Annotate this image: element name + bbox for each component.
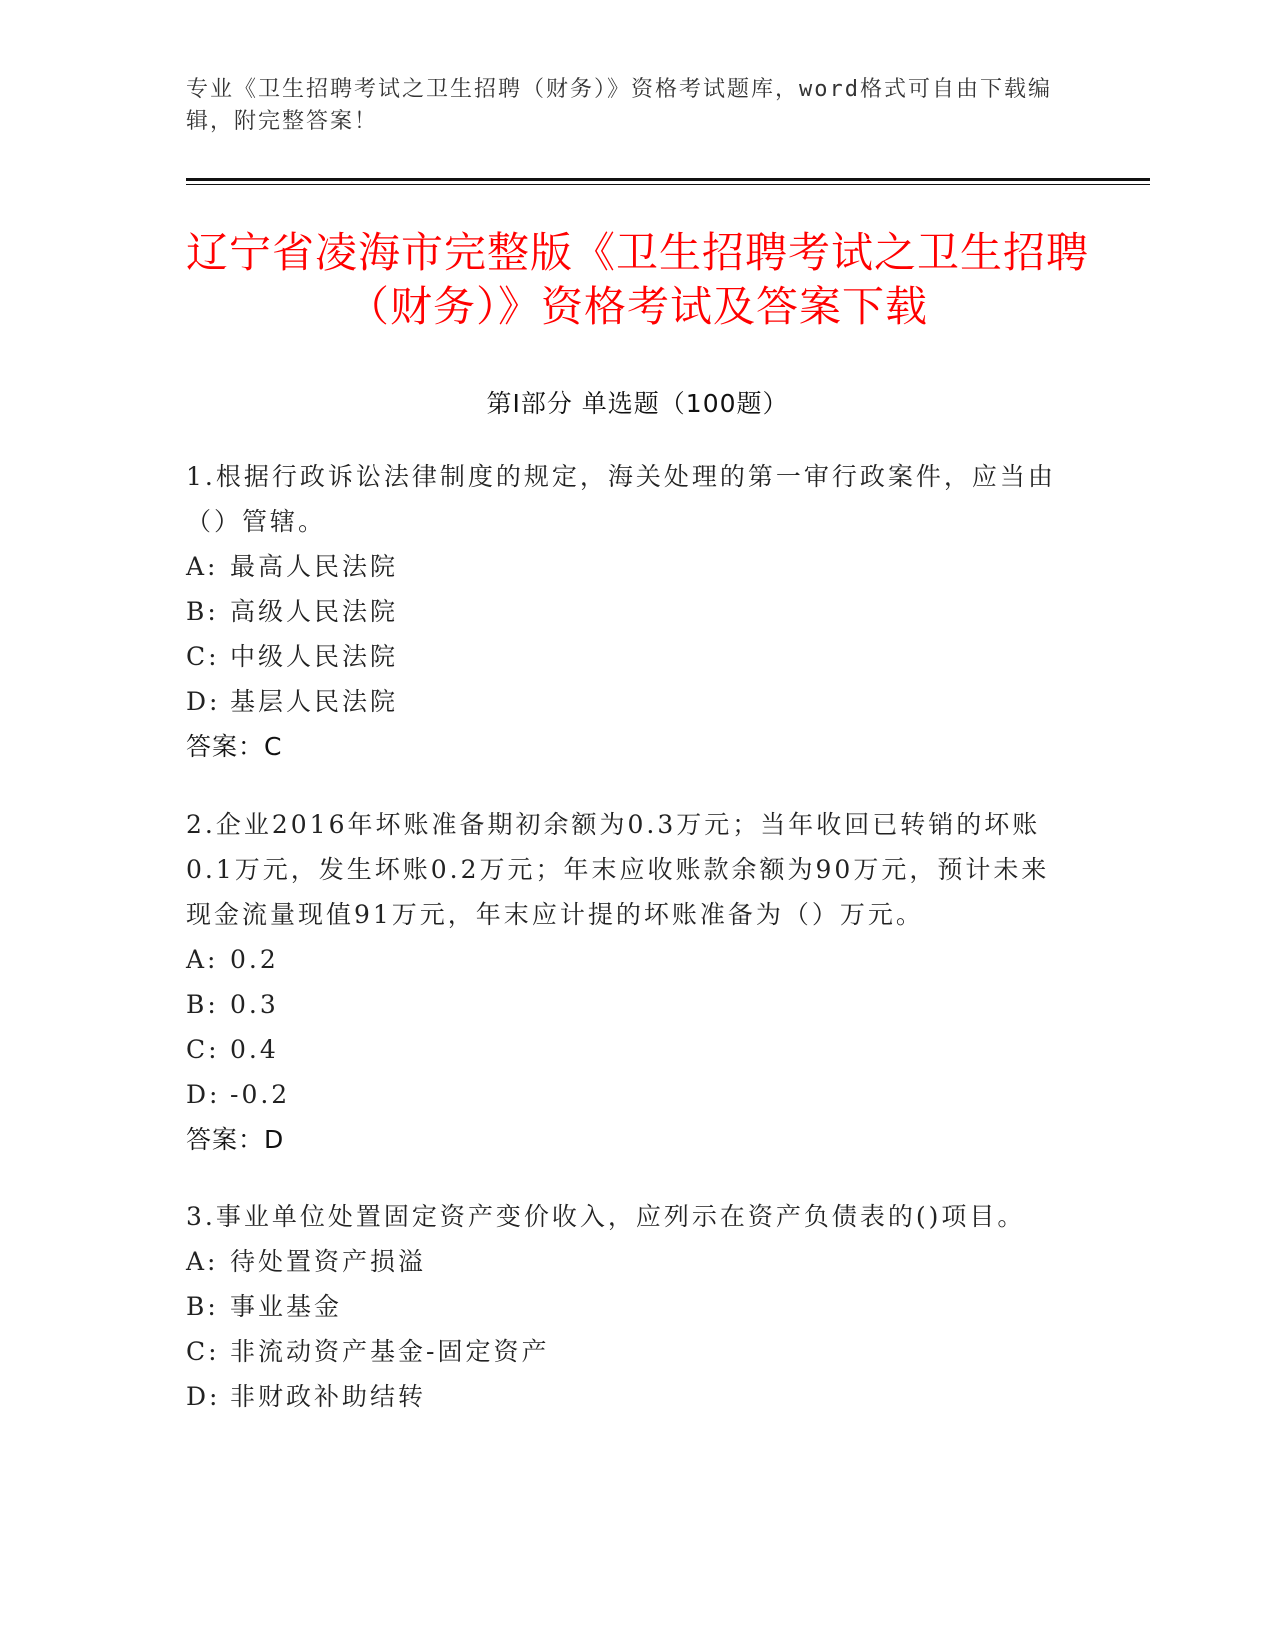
option-d [186, 679, 1076, 724]
option-letter: C: [186, 1337, 220, 1366]
option-letter: D: [186, 687, 221, 716]
option-text: 事业基金 [230, 1292, 343, 1321]
option-text: -0.2 [230, 1080, 291, 1109]
option-letter: A: [186, 552, 219, 581]
header-note: 专业《卫生招聘考试之卫生招聘（财务）》资格考试题库，word格式可自由下载编辑，附完整答案！ [186, 77, 1052, 134]
option-letter: C: [186, 1035, 220, 1064]
question-1 [186, 454, 1076, 769]
question-text: 3.事业单位处置固定资产变价收入，应列示在资产负债表的()项目。 [186, 1202, 1026, 1231]
option-letter: B: [186, 1292, 219, 1321]
document-title: 辽宁省凌海市完整版《卫生招聘考试之卫生招聘（财务）》资格考试及答案下载 [185, 228, 1089, 331]
option-letter: D: [186, 1382, 221, 1411]
option-text: 基层人民法院 [230, 687, 399, 716]
option-text: 非流动资产基金-固定资产 [230, 1337, 550, 1366]
option-b [186, 1284, 1076, 1329]
option-a [186, 1239, 1076, 1284]
option-letter: C: [186, 642, 220, 671]
option-letter: B: [186, 597, 219, 626]
question-text: 2.企业2016年坏账准备期初余额为0.3万元；当年收回已转销的坏账0.1万元，发生坏账0.2万元；年末应收账款余额为90万元，预计未来现金流量现值91万元，年末应计提的坏账准备为（）万元。 [186, 810, 1050, 929]
option-text: 0.4 [230, 1035, 279, 1064]
option-b [186, 982, 1076, 1027]
option-letter: A: [186, 1247, 219, 1276]
option-text: 最高人民法院 [230, 552, 399, 581]
header-divider-thick [186, 178, 1150, 181]
question-text: 1.根据行政诉讼法律制度的规定，海关处理的第一审行政案件，应当由（）管辖。 [186, 462, 1056, 536]
answer-line: 答案：D [186, 1125, 285, 1154]
section-heading: 第Ⅰ部分 单选题（100题） [486, 389, 789, 418]
option-letter: B: [186, 990, 219, 1019]
question-3 [186, 1194, 1076, 1419]
option-text: 待处置资产损溢 [230, 1247, 427, 1276]
option-text: 中级人民法院 [230, 642, 399, 671]
header-divider-thin [186, 184, 1150, 185]
option-text: 高级人民法院 [230, 597, 399, 626]
option-d [186, 1374, 1076, 1419]
option-b [186, 589, 1076, 634]
option-c [186, 1329, 1076, 1374]
option-letter: D: [186, 1080, 221, 1109]
option-a [186, 544, 1076, 589]
question-2 [186, 802, 1076, 1162]
option-d [186, 1072, 1076, 1117]
option-c [186, 1027, 1076, 1072]
option-a [186, 937, 1076, 982]
option-letter: A: [186, 945, 219, 974]
answer-line: 答案：C [186, 732, 283, 761]
option-text: 0.2 [230, 945, 279, 974]
option-c [186, 634, 1076, 679]
option-text: 0.3 [230, 990, 279, 1019]
option-text: 非财政补助结转 [230, 1382, 427, 1411]
